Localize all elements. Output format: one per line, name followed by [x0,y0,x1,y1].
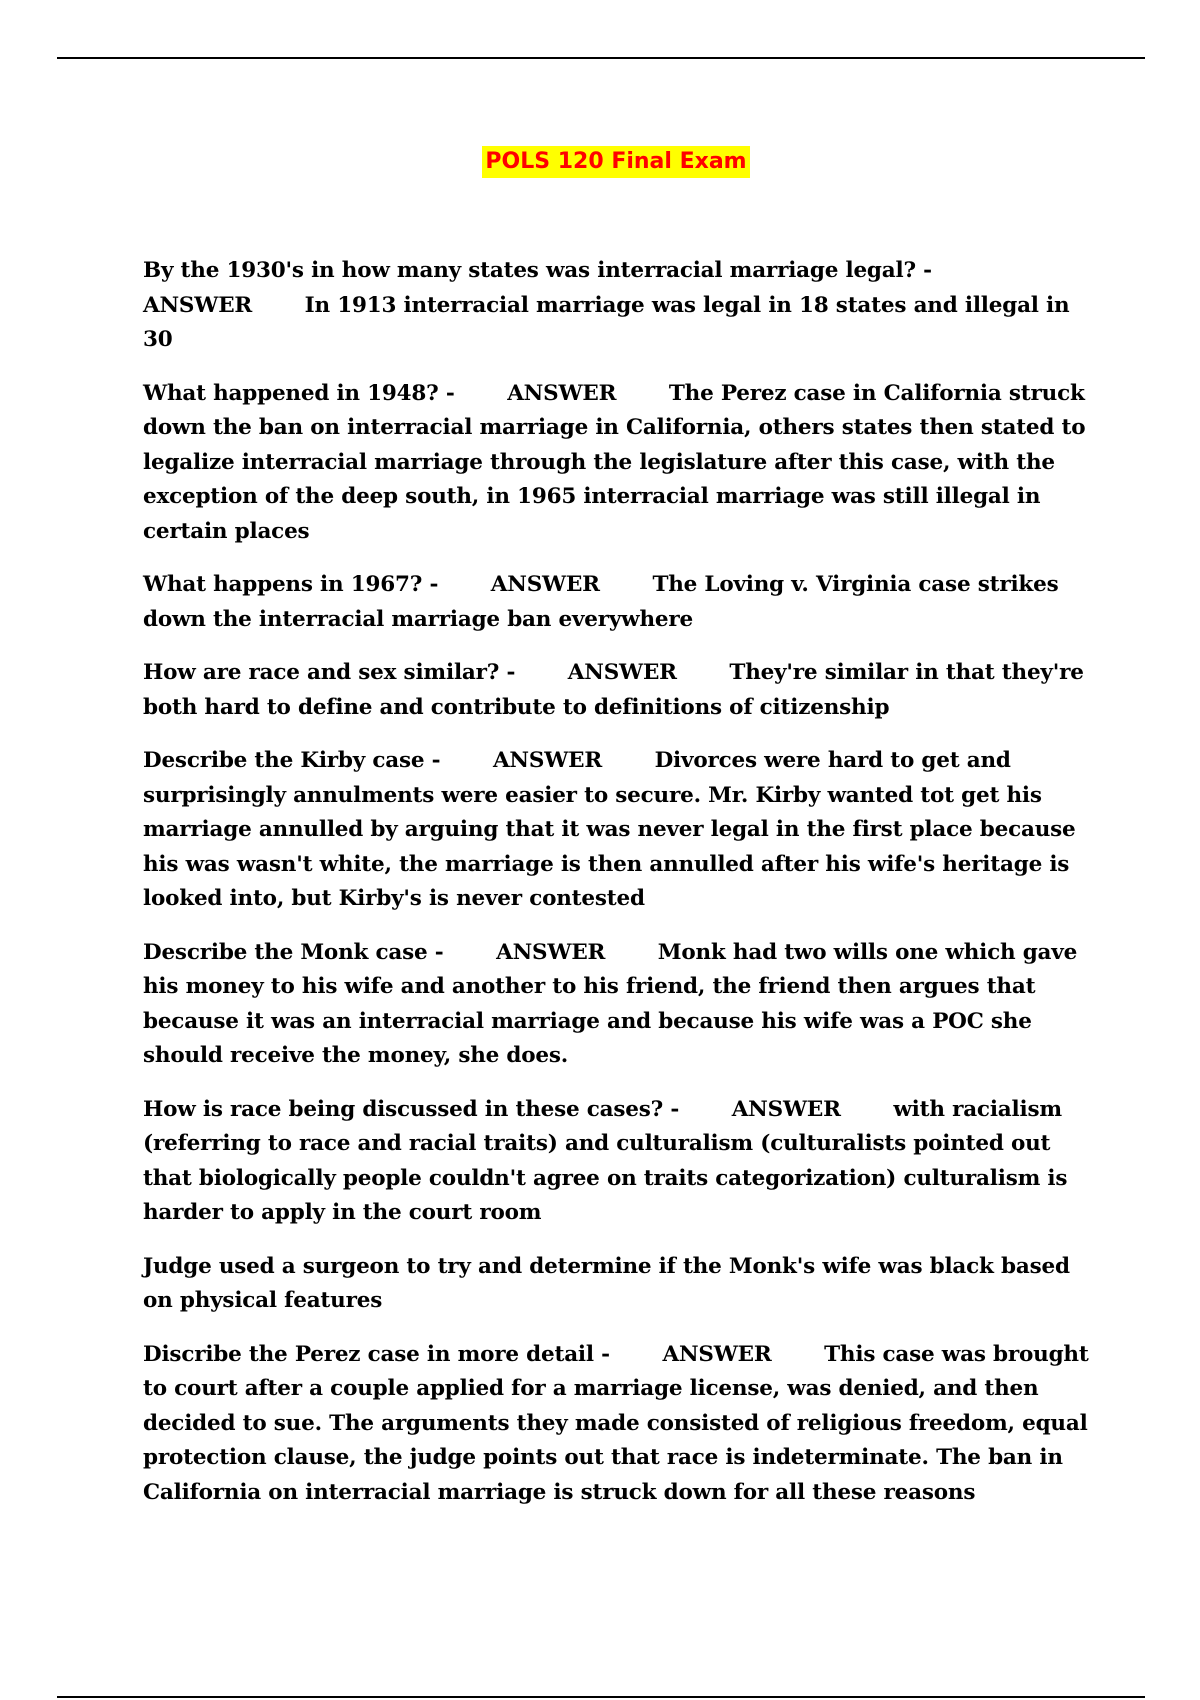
qa-item [143,377,1093,550]
qa-item [143,744,1093,917]
answer-label: ANSWER [507,380,617,406]
answer-label: ANSWER [496,939,606,965]
qa-item [143,936,1093,1074]
answer-label: ANSWER [567,660,677,685]
question-text: What happens in 1967? - [143,572,439,597]
note-text: Judge used a surgeon to try and determine if the Monk's wife was black based on physical features [143,1253,1070,1313]
document-title: POLS 120 Final Exam [482,146,749,178]
note-paragraph [143,1250,1093,1319]
qa-item [143,1093,1093,1231]
question-text: How is race being discussed in these cases? - [143,1096,680,1122]
question-text: How are race and sex similar? - [143,660,516,685]
top-divider [57,57,1145,59]
answer-text: In 1913 interracial marriage was legal in 18 states and illegal in 30 [143,292,1070,352]
answer-label: ANSWER [143,292,253,318]
question-text: What happened in 1948? - [143,380,455,406]
answer-text: The Loving v. Virginia case strikes down the interracial marriage ban everywhere [143,572,1059,632]
answer-label: ANSWER [490,572,600,597]
question-text: Describe the Monk case - [143,939,444,965]
qa-item [143,568,1093,637]
answer-text: Monk had two wills one which gave his money to his wife and another to his friend, the friend then argues that because it was an interracial marriage and because his wife was a POC she should receive the money, she does. [143,939,1078,1068]
qa-item [143,1338,1093,1511]
answer-label: ANSWER [731,1096,841,1122]
answer-text: Divorces were hard to get and surprisingly annulments were easier to secure. Mr. Kirby wanted tot get his marriage annulled by arguing that it was never legal in the first place because his was wasn't white, the marriage is then annulled after his wife's heritage is looked into, but Kirby's is never contested [143,748,1076,911]
qa-item [143,254,1093,358]
answer-text: This case was brought to court after a couple applied for a marriage license, was denied, and then decided to sue. The arguments they made consisted of religious freedom, equal protection clause, the judge points out that race is indeterminate. The ban in California on interracial marriage is struck down for all these reasons [143,1341,1089,1505]
question-text: Discribe the Perez case in more detail - [143,1341,610,1367]
answer-text: They're similar in that they're both hard to define and contribute to definitions of citizenship [143,660,1084,720]
question-text: Describe the Kirby case - [143,748,441,773]
answer-text: The Perez case in California struck down the ban on interracial marriage in California, others states then stated to legalize interracial marriage through the legislature after this case, with the exception of the deep south, in 1965 interracial marriage was still illegal in certain places [143,380,1086,544]
title-container [0,146,1200,178]
question-text: By the 1930's in how many states was interracial marriage legal? - [143,258,932,283]
answer-label: ANSWER [662,1341,772,1367]
qa-item [143,656,1093,725]
answer-text: with racialism (referring to race and racial traits) and culturalism (culturalists pointed out that biologically people couldn't agree on traits categorization) culturalism is harder to apply in the court room [143,1096,1068,1225]
bottom-divider [57,1696,1145,1698]
qa-list [143,254,1093,1529]
answer-label: ANSWER [492,748,603,773]
